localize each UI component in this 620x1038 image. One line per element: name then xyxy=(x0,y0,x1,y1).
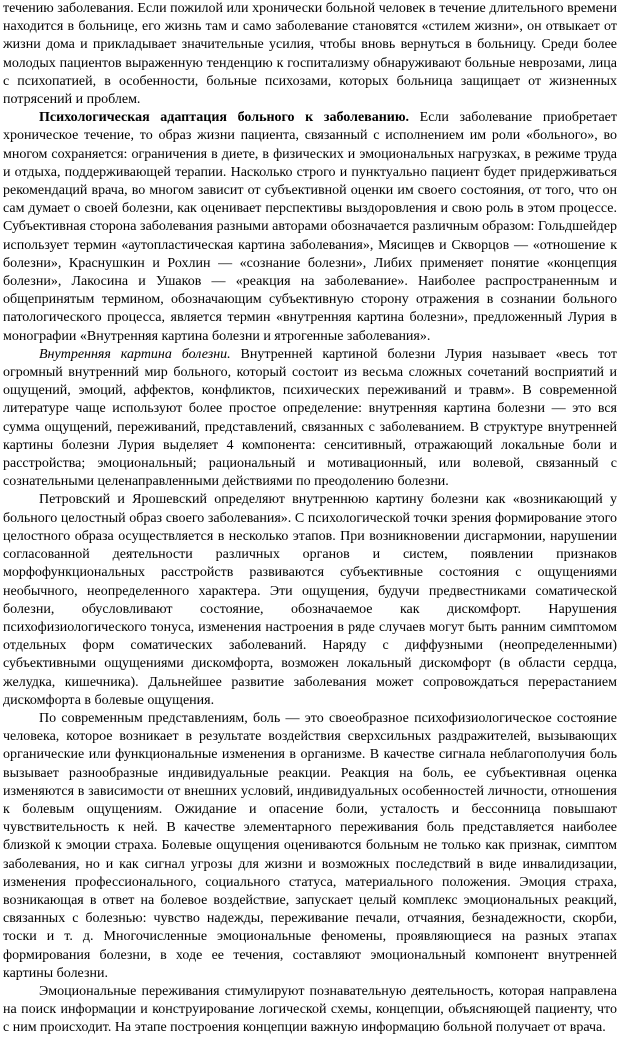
paragraph-internal-picture xyxy=(3,346,617,492)
paragraph-emotional xyxy=(3,983,617,1038)
paragraph-text: течению заболевания. Если пожилой или хронически больной человек в течение длительного времени находится в больнице, его жизнь там и само заболевание становятся «стилем жизни», он отвыкает от жизни дома и прикладывает значительные усилия, чтобы вновь вернуться в больницу. Среди более молодых пациентов выраженную тенденцию к госпитализму обнаруживают больные неврозами, лица с психопатией, в особенности, больные психозами, которых больница защищает от жизненных потрясений и проблем. xyxy=(3,1,617,108)
paragraph-hospitalism xyxy=(3,0,617,109)
paragraph-text: Внутренней картиной болезни Лурия называет «весь тот огромный внутренний мир больного, который состоит из весьма сложных сочетаний восприятий и ощущений, эмоций, аффектов, конфликтов, психических переживаний и травм». В современной литературе чаще используют более простое определение: внутренняя картина болезни — это вся сумма ощущений, переживаний, представлений, связанных с заболеванием. В структуре внутренней картины болезни Лурия выделяет 4 компонента: сенситивный, отражающий локальные боли и расстройства; эмоциональный; рациональный и мотивационный, или волевой, связанный с сознательными целенаправленными действиями по преодолению болезни. xyxy=(3,346,617,490)
paragraph-petrovsky xyxy=(3,491,617,709)
section-heading-adaptation: Психологическая адаптация больного к заболеванию. xyxy=(39,110,410,126)
paragraph-text: Если заболевание приобретает хроническое течение, то образ жизни пациента, связанный с исполнением им роли «больного», во многом сохраняется: ограничения в диете, в физических и эмоциональных нагрузках, в режиме труда и отдыха, поддерживающей терапии. Насколько строго и пунктуально пациент будет придерживаться рекомендаций врача, во многом зависит от субъективной оценки им своего состояния, от того, что он сам думает о своей болезни, как оценивает перспективы выздоровления и свою роль в этом процессе. Субъективная сторона заболевания разными авторами обозначается различным образом: Гольдшейдер использует термин «аутопластическая картина заболевания», Мясищев и Скворцов — «отношение к болезни», Краснушкин и Рохлин — «сознание болезни», Либих применяет понятие «концепция болезни», Лакосина и Ушаков — «реакция на заболевание». Наиболее распространенным и общепринятым термином, обозначающим субъективную сторону отражения в сознании больного патологического процесса, является термин «внутренняя картина болезни», предложенный Лурия в монографии «Внутренняя картина болезни и ятрогенные заболевания». xyxy=(3,110,618,344)
paragraph-text: По современным представлениям, боль — это своеобразное психофизиологическое состояние человека, которое возникает в результате воздействия сверхсильных раздражителей, вызывающих органические или функциональные изменения в организме. В качестве сигнала неблагополучия боль вызывает разнообразные индивидуальные реакции. Реакция на боль, ее субъективная оценка изменяются в зависимости от внешних условий, индивидуальных особенностей личности, отношения к болевым ощущениям. Ожидание и опасение боли, усталость и бессонница повышают чувствительность к ней. В качестве элементарного переживания боль представляется наиболее близкой к эмоции страха. Болевые ощущения оцениваются больным не только как признак, симптом заболевания, но и как сигнал угрозы для жизни и возможных последствий в виде инвалидизации, изменения профессионального, социального статуса, материального положения. Эмоция страха, возникающая в ответ на болевое воздействие, запускает целый комплекс эмоциональных реакций, связанных с болезнью: чувство надежды, переживание печали, отчаяния, безнадежности, скорби, тоски и т. д. Многочисленные эмоциональные феномены, проявляющиеся на разных этапах формирования болезни, в ходе ее течения, составляют эмоциональный компонент внутренней картины болезни. xyxy=(3,710,617,981)
paragraph-text: Эмоциональные переживания стимулируют познавательную деятельность, которая направлена на поиск информации и конструирование логической схемы, концепции, объясняющей пациенту, что с ним происходит. На этапе построения концепции важную информацию больной получает от врача. xyxy=(3,983,617,1036)
section-heading-internal-picture: Внутренняя картина болезни. xyxy=(39,346,231,362)
paragraph-text: Петровский и Ярошевский определяют внутреннюю картину болезни как «возникающий у больного целостный образ своего заболевания». С психологической точки зрения формирование этого целостного образа осуществляется в несколько этапов. При возникновении дисгармонии, нарушении согласованной деятельности различных органов и систем, появлении признаков морфофункциональных расстройств развиваются субъективные состояния с ощущениями необычного, неопределенного характера. Эти ощущения, будучи предвестниками соматической болезни, обусловливают состояние, обозначаемое как дискомфорт. Нарушения психофизиологического тонуса, изменения настроения в ряде случаев могут быть ранним симптомом отдельных форм соматических заболеваний. Наряду с диффузными (неопределенными) субъективными ощущениями дискомфорта, возможен локальный дискомфорт (в области сердца, желудка, кишечника). Дальнейшее развитие заболевания может сопровождаться перерастанием дискомфорта в болевые ощущения. xyxy=(3,492,617,708)
paragraph-pain xyxy=(3,710,617,983)
paragraph-adaptation xyxy=(3,109,617,346)
